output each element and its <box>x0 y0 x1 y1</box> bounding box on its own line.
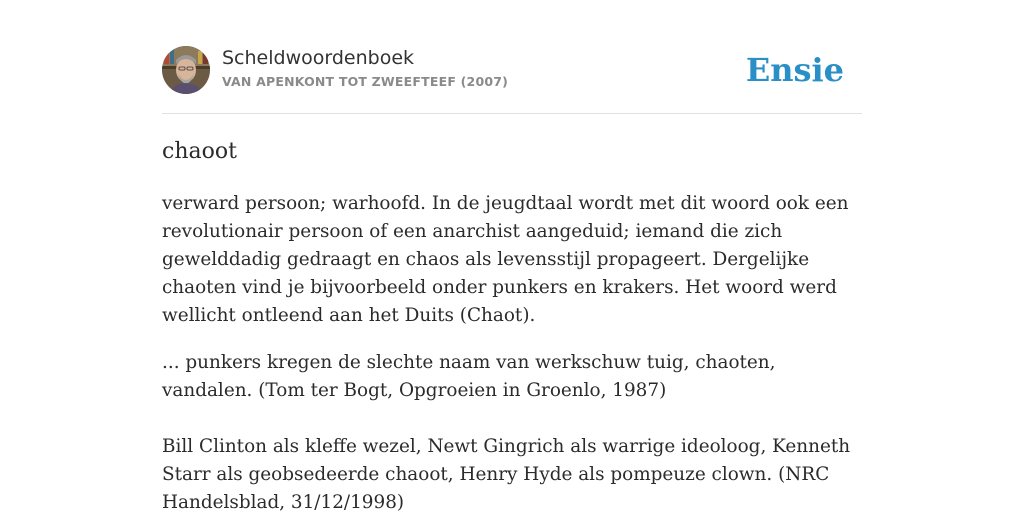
author-avatar[interactable] <box>162 46 210 94</box>
example-quote: ... punkers kregen de slechte naam van werkschuw tuig, chaoten, vandalen. (Tom ter Bogt, Opgroeien in Groenlo, 1987) <box>162 352 776 401</box>
entry-term: chaoot <box>162 139 237 164</box>
header-divider <box>162 113 862 114</box>
author-portrait-icon <box>162 46 210 94</box>
ensie-logo[interactable]: Ensie <box>745 51 844 89</box>
source-name[interactable]: Scheldwoordenboek <box>222 47 415 69</box>
source-subtitle: VAN APENKONT TOT ZWEEFTEEF (2007) <box>222 74 509 89</box>
entry-card <box>162 46 862 512</box>
source-header <box>162 46 862 96</box>
example-quote: Bill Clinton als kleffe wezel, Newt Gingrich als warrige ideoloog, Kenneth Starr als geobsedeerde chaoot, Henry Hyde als pompeuze clown. (NRC Handelsblad, 31/12/1998) <box>162 436 851 512</box>
entry-definition: verward persoon; warhoofd. In de jeugdtaal wordt met dit woord ook een revolutionair persoon of een anarchist aangeduid; iemand die zich gewelddadig gedraagt en chaos als levensstijl propageert. Dergelijke chaoten vind je bijvoorbeeld onder punkers en krakers. Het woord werd wellicht ontleend aan het Duits (Chaot). <box>162 193 849 326</box>
